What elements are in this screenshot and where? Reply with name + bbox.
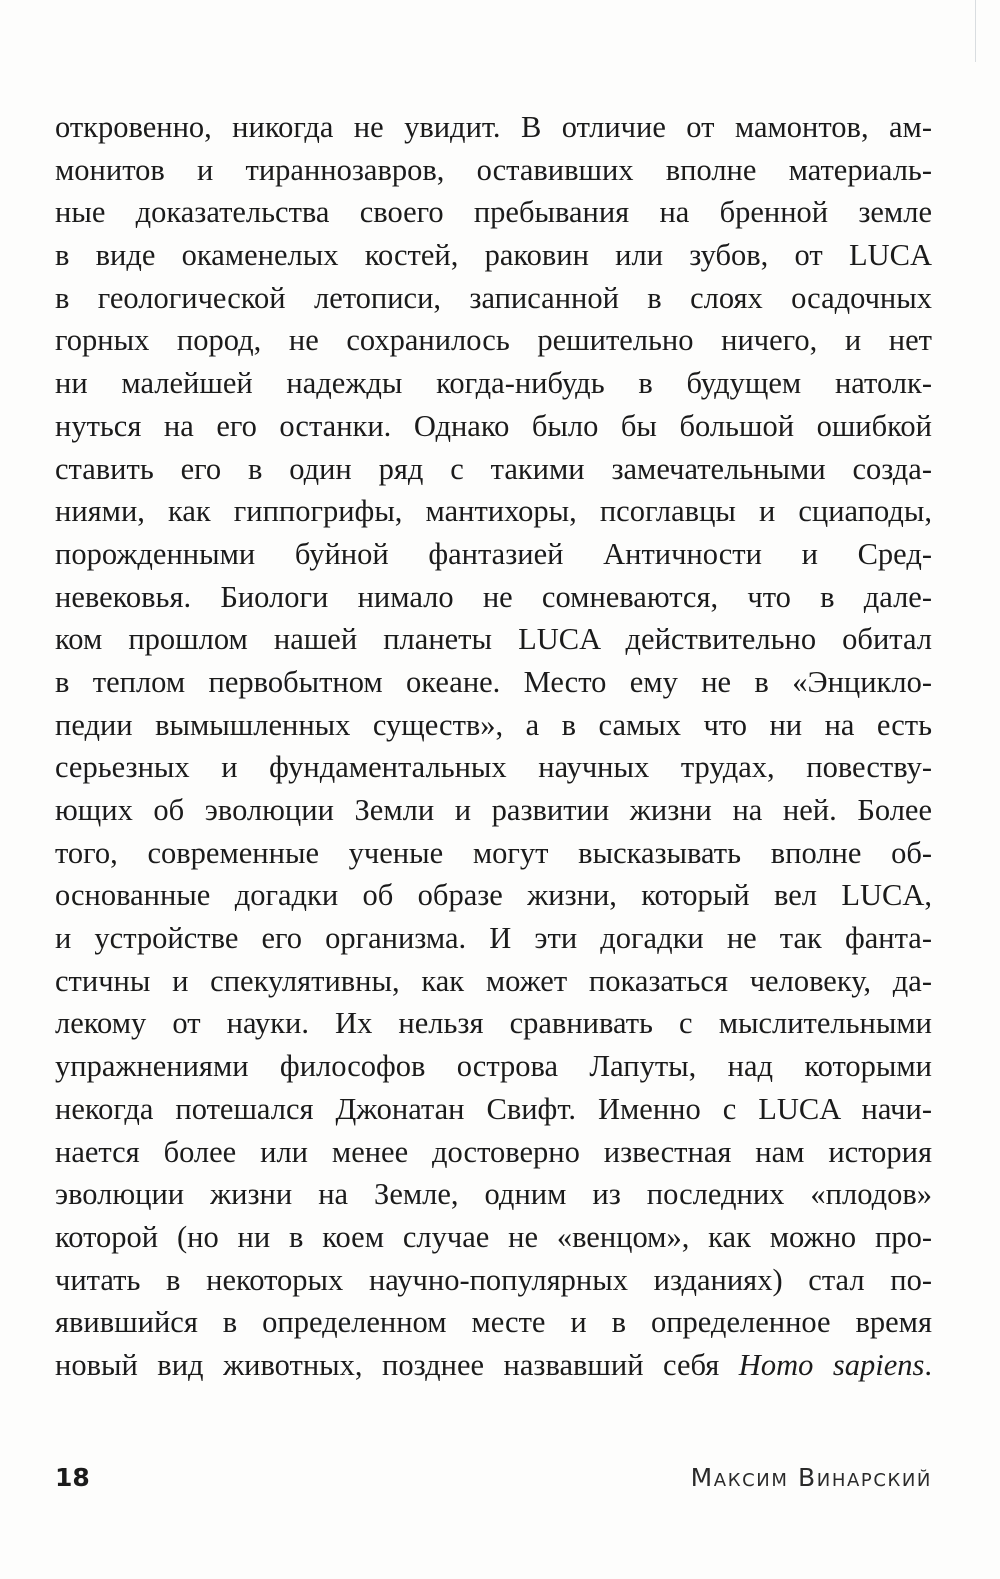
- running-author: Максим Винарский: [690, 1463, 932, 1492]
- text-line: ные доказательства своего пребывания на бренной земле: [55, 195, 932, 230]
- text-line: монитов и тираннозавров, оставивших вполне материаль-: [55, 152, 932, 187]
- text-line: невековья. Биологи нимало не сомневаются, что в дале-: [55, 579, 932, 614]
- text-line: упражнениями философов острова Лапуты, над которыми: [55, 1049, 932, 1084]
- text-line: основанные догадки об образе жизни, который вел LUCA,: [55, 878, 932, 913]
- text-line: эволюции жизни на Земле, одним из последних «плодов»: [55, 1177, 932, 1212]
- text-line: которой (но ни в коем случае не «венцом», как можно про-: [55, 1219, 932, 1254]
- text-line: некогда потешался Джонатан Свифт. Именно с LUCA начи-: [55, 1091, 932, 1126]
- text-line: ком прошлом нашей планеты LUCA действительно обитал: [55, 622, 932, 657]
- text-line: ющих об эволюции Земли и развитии жизни на ней. Более: [55, 793, 932, 827]
- last-line-end: .: [924, 1347, 932, 1382]
- text-line: в теплом первобытном океане. Место ему не в «Энцикло-: [55, 664, 932, 699]
- body-text: [55, 106, 932, 1387]
- text-line: и устройстве его организма. И эти догадки не так фанта-: [55, 921, 932, 956]
- last-line-text: новый вид животных, позднее назвавший себя: [55, 1347, 739, 1382]
- text-line: в виде окаменелых костей, раковин или зубов, от LUCA: [55, 238, 932, 273]
- text-line: серьезных и фундаментальных научных трудах, повеству-: [55, 750, 932, 785]
- text-line: в геологической летописи, записанной в слоях осадочных: [55, 280, 932, 315]
- text-line: нуться на его останки. Однако было бы большой ошибкой: [55, 408, 932, 443]
- page-footer: [55, 1461, 932, 1495]
- species-name-italic: Homo sapiens: [738, 1347, 925, 1382]
- text-line: ниями, как гиппогрифы, мантихоры, псоглавцы и сциаподы,: [55, 494, 932, 529]
- text-line-last: [55, 1344, 932, 1387]
- text-line: горных пород, не сохранилось решительно ничего, и нет: [55, 323, 932, 358]
- text-line: нается более или менее достоверно известная нам история: [55, 1134, 932, 1169]
- text-line: читать в некоторых научно-популярных изданиях) стал по-: [55, 1262, 932, 1297]
- text-line: лекому от науки. Их нельзя сравнивать с мыслительными: [55, 1006, 932, 1041]
- text-line: ставить его в один ряд с такими замечательными созда-: [55, 451, 932, 486]
- text-line: порожденными буйной фантазией Античности и Сред-: [55, 536, 932, 571]
- text-line: явившийся в определенном месте и в определенное время: [55, 1305, 932, 1340]
- page-number: 18: [55, 1463, 90, 1492]
- text-line: откровенно, никогда не увидит. В отличие от мамонтов, ам-: [55, 110, 932, 144]
- text-line: того, современные ученые могут высказывать вполне об-: [55, 835, 932, 870]
- text-line: педии вымышленных существ», а в самых что ни на есть: [55, 707, 932, 742]
- text-line: стичны и спекулятивны, как может показаться человеку, да-: [55, 963, 932, 998]
- text-line: ни малейшей надежды когда-нибудь в будущем натолк-: [55, 366, 932, 401]
- scan-edge-line: [975, 0, 976, 62]
